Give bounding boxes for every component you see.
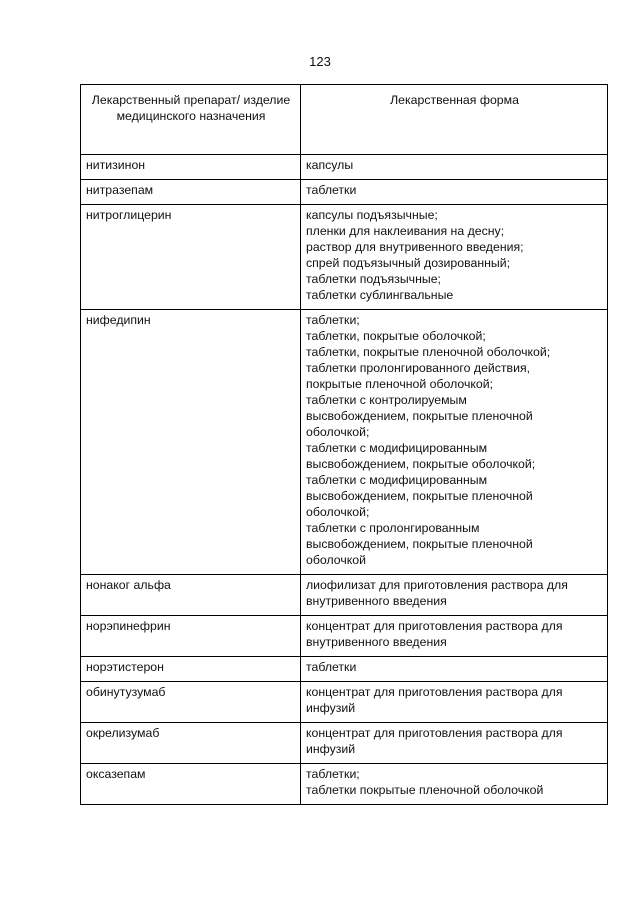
dosage-form-line: таблетки с контролируемым [306, 393, 467, 407]
drug-name-cell: нифедипин [81, 310, 301, 575]
table-row [81, 180, 608, 205]
dosage-form-line: концентрат для приготовления раствора для [306, 685, 563, 699]
dosage-form-cell [301, 723, 608, 764]
dosage-form-line: концентрат для приготовления раствора для [306, 726, 563, 740]
dosage-form-line: высвобождением, покрытые пленочной [306, 409, 533, 423]
table-row [81, 682, 608, 723]
dosage-form-line: внутривенного введения [306, 635, 447, 649]
table-row [81, 310, 608, 575]
dosage-form-line: покрытые пленочной оболочкой; [306, 377, 494, 391]
table-header-row [81, 85, 608, 155]
drug-name-cell: нитразепам [81, 180, 301, 205]
dosage-form-cell [301, 205, 608, 310]
table-row [81, 575, 608, 616]
dosage-form-line: таблетки, покрытые оболочкой; [306, 329, 486, 343]
header-dosage-form [301, 85, 608, 155]
table-row [81, 205, 608, 310]
dosage-form-line: таблетки покрытые пленочной оболочкой [306, 783, 544, 797]
dosage-form-line: высвобождением, покрытые пленочной [306, 489, 533, 503]
dosage-form-line: таблетки; [306, 767, 360, 781]
drug-name-cell: нитроглицерин [81, 205, 301, 310]
dosage-form-line: оболочкой; [306, 505, 370, 519]
dosage-form-line: таблетки сублингвальные [306, 288, 454, 302]
drug-name-cell: норэпинефрин [81, 616, 301, 657]
dosage-form-cell [301, 180, 608, 205]
header-drug-name-line: назначения [199, 109, 266, 123]
dosage-form-cell [301, 155, 608, 180]
drug-name-cell: обинутузумаб [81, 682, 301, 723]
header-dosage-form-line: Лекарственная форма [390, 93, 519, 107]
dosage-form-line: таблетки с модифицированным [306, 441, 488, 455]
page-number: 123 [309, 54, 331, 69]
dosage-form-cell [301, 682, 608, 723]
drug-name-cell: норэтистерон [81, 657, 301, 682]
dosage-form-line: раствор для внутривенного введения; [306, 240, 524, 254]
dosage-form-cell [301, 616, 608, 657]
dosage-form-line: лиофилизат для приготовления раствора для [306, 578, 568, 592]
dosage-form-line: инфузий [306, 701, 356, 715]
dosage-form-line: таблетки с модифицированным [306, 473, 488, 487]
dosage-form-line: таблетки, покрытые пленочной оболочкой; [306, 345, 551, 359]
dosage-form-line: таблетки пролонгированного действия, [306, 361, 531, 375]
dosage-form-line: спрей подъязычный дозированный; [306, 256, 511, 270]
dosage-form-cell [301, 764, 608, 805]
dosage-form-line: инфузий [306, 742, 356, 756]
header-drug-name-line: изделие медицинского [116, 93, 291, 123]
dosage-form-line: внутривенного введения [306, 594, 447, 608]
dosage-form-cell [301, 575, 608, 616]
dosage-form-line: капсулы [306, 158, 354, 172]
dosage-form-line: высвобождением, покрытые пленочной [306, 537, 533, 551]
drug-table [80, 84, 608, 805]
dosage-form-line: оболочкой; [306, 425, 370, 439]
dosage-form-line: высвобождением, покрытые оболочкой; [306, 457, 536, 471]
dosage-form-line: капсулы подъязычные; [306, 208, 438, 222]
header-drug-name-line: Лекарственный препарат/ [91, 93, 241, 107]
dosage-form-line: таблетки [306, 183, 357, 197]
dosage-form-line: таблетки; [306, 313, 360, 327]
table-row [81, 657, 608, 682]
table-body [81, 155, 608, 805]
drug-name-cell: окрелизумаб [81, 723, 301, 764]
dosage-form-line: пленки для наклеивания на десну; [306, 224, 505, 238]
table-row [81, 764, 608, 805]
dosage-form-line: концентрат для приготовления раствора для [306, 619, 563, 633]
dosage-form-line: таблетки подъязычные; [306, 272, 441, 286]
drug-name-cell: нонаког альфа [81, 575, 301, 616]
drug-name-cell: нитизинон [81, 155, 301, 180]
header-drug-name [81, 85, 301, 155]
dosage-form-cell [301, 657, 608, 682]
drug-name-cell: оксазепам [81, 764, 301, 805]
dosage-form-line: таблетки с пролонгированным [306, 521, 480, 535]
table-row [81, 155, 608, 180]
dosage-form-line: таблетки [306, 660, 357, 674]
table-row [81, 616, 608, 657]
table-row [81, 723, 608, 764]
dosage-form-line: оболочкой [306, 553, 366, 567]
dosage-form-cell [301, 310, 608, 575]
